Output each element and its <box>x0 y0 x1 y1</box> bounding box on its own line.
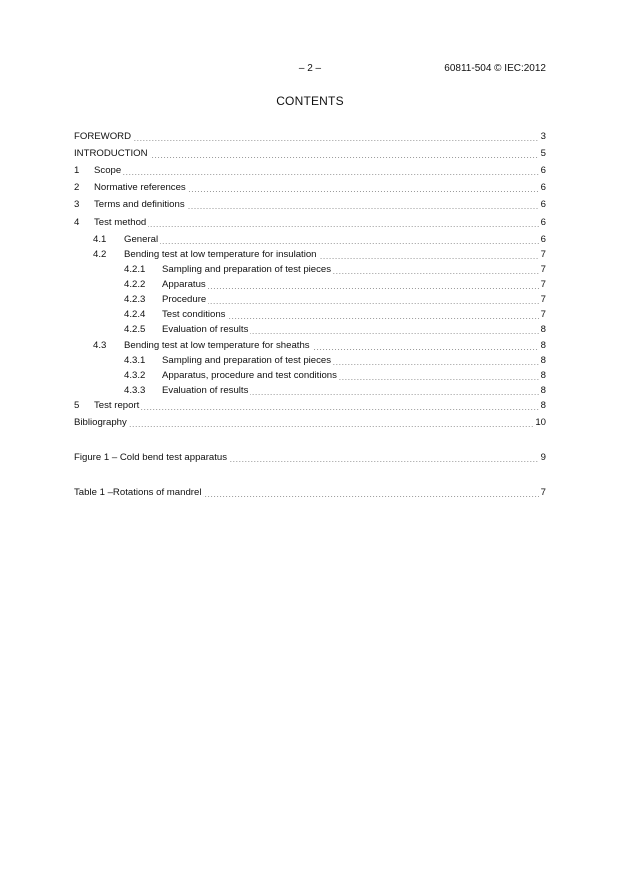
toc-title: Terms and definitions <box>94 199 185 210</box>
toc-title: Normative references <box>94 182 186 193</box>
toc-page-number: 8 <box>540 385 546 396</box>
dot-leader <box>333 364 539 365</box>
toc-number: 5 <box>74 400 80 411</box>
contents-title: CONTENTS <box>276 94 344 108</box>
dot-leader <box>160 243 539 244</box>
toc-number: 4.2.2 <box>124 279 146 290</box>
toc-number: 4.2.3 <box>124 294 146 305</box>
toc-title: Test conditions <box>162 309 226 320</box>
toc-entry[interactable] <box>74 163 546 177</box>
toc-entry[interactable] <box>74 146 546 160</box>
toc-number: 4.2.1 <box>124 264 146 275</box>
toc-number: 4.3.3 <box>124 385 146 396</box>
toc-title: Bending test at low temperature for sheaths <box>124 340 310 351</box>
toc-entry[interactable] <box>74 415 546 429</box>
toc-title: Test method <box>94 217 147 228</box>
toc-number: 3 <box>74 199 80 210</box>
toc-page-number: 5 <box>540 148 546 159</box>
toc-entry[interactable] <box>124 292 546 306</box>
dot-leader <box>129 426 534 427</box>
toc-entry[interactable] <box>124 307 546 321</box>
figures-title: Figure 1 – Cold bend test apparatus <box>74 452 228 463</box>
toc-number: 4.3.2 <box>124 370 146 381</box>
toc-entry[interactable] <box>74 398 546 412</box>
dot-leader <box>250 394 538 395</box>
dot-leader <box>188 191 539 192</box>
toc-number: 4.2.5 <box>124 324 146 335</box>
dot-leader <box>333 273 539 274</box>
toc-page-number: 6 <box>540 165 546 176</box>
toc-page-number: 8 <box>540 400 546 411</box>
toc-entry[interactable] <box>124 353 546 367</box>
toc-title: Sampling and preparation of test pieces <box>162 264 332 275</box>
toc-number: 4 <box>74 217 80 228</box>
toc-title: Evaluation of results <box>162 324 249 335</box>
toc-entry[interactable] <box>93 232 546 246</box>
toc-title: Evaluation of results <box>162 385 249 396</box>
toc-entry[interactable] <box>124 368 546 382</box>
toc-entry[interactable] <box>74 180 546 194</box>
tables-entry[interactable] <box>74 485 546 499</box>
toc-entry[interactable] <box>93 247 546 261</box>
toc-entry[interactable] <box>74 129 546 143</box>
dot-leader <box>123 174 538 175</box>
dot-leader <box>250 333 538 334</box>
toc-title: Apparatus <box>162 279 206 290</box>
toc-page-number: 8 <box>540 340 546 351</box>
toc-page-number: 7 <box>540 264 546 275</box>
toc-page-number: 6 <box>540 217 546 228</box>
toc-entry[interactable] <box>124 277 546 291</box>
toc-title: General <box>124 234 159 245</box>
dot-leader <box>150 157 539 158</box>
toc-page-number: 7 <box>540 279 546 290</box>
dot-leader <box>187 208 539 209</box>
toc-page-number: 8 <box>540 324 546 335</box>
toc-title: Test report <box>94 400 140 411</box>
toc-entry[interactable] <box>74 215 546 229</box>
dot-leader <box>312 349 539 350</box>
dot-leader <box>229 461 539 462</box>
toc-page-number: 6 <box>540 182 546 193</box>
page-number: – 2 – <box>298 63 322 74</box>
toc-title: Procedure <box>162 294 207 305</box>
toc-title: Bibliography <box>74 417 127 428</box>
toc-page-number: 6 <box>540 199 546 210</box>
tables-page-number: 7 <box>540 487 546 498</box>
dot-leader <box>133 140 539 141</box>
toc-entry[interactable] <box>93 338 546 352</box>
dot-leader <box>208 288 539 289</box>
toc-title: Sampling and preparation of test pieces <box>162 355 332 366</box>
toc-title: FOREWORD <box>74 131 132 142</box>
standard-identifier: 60811-504 © IEC:2012 <box>444 63 546 74</box>
dot-leader <box>339 379 539 380</box>
tables-title: Table 1 –Rotations of mandrel <box>74 487 202 498</box>
toc-number: 4.3 <box>93 340 107 351</box>
toc-title: INTRODUCTION <box>74 148 148 159</box>
toc-number: 4.3.1 <box>124 355 146 366</box>
toc-title: Bending test at low temperature for insulation <box>124 249 317 260</box>
toc-entry[interactable] <box>124 383 546 397</box>
toc-title: Scope <box>94 165 122 176</box>
dot-leader <box>203 496 538 497</box>
dot-leader <box>141 409 538 410</box>
toc-page-number: 8 <box>540 355 546 366</box>
figures-entry[interactable] <box>74 450 546 464</box>
toc-number: 4.2.4 <box>124 309 146 320</box>
dot-leader <box>148 226 538 227</box>
toc-entry[interactable] <box>74 197 546 211</box>
toc-page-number: 3 <box>540 131 546 142</box>
toc-number: 4.2 <box>93 249 107 260</box>
toc-page-number: 6 <box>540 234 546 245</box>
toc-title: Apparatus, procedure and test conditions <box>162 370 337 381</box>
toc-number: 2 <box>74 182 80 193</box>
toc-page-number: 10 <box>535 417 546 428</box>
toc-number: 4.1 <box>93 234 107 245</box>
figures-page-number: 9 <box>540 452 546 463</box>
toc-page-number: 7 <box>540 309 546 320</box>
toc-page-number: 7 <box>540 249 546 260</box>
toc-page-number: 7 <box>540 294 546 305</box>
toc-page-number: 8 <box>540 370 546 381</box>
toc-entry[interactable] <box>124 322 546 336</box>
dot-leader <box>227 318 538 319</box>
toc-entry[interactable] <box>124 262 546 276</box>
dot-leader <box>319 258 539 259</box>
dot-leader <box>208 303 538 304</box>
toc-number: 1 <box>74 165 80 176</box>
